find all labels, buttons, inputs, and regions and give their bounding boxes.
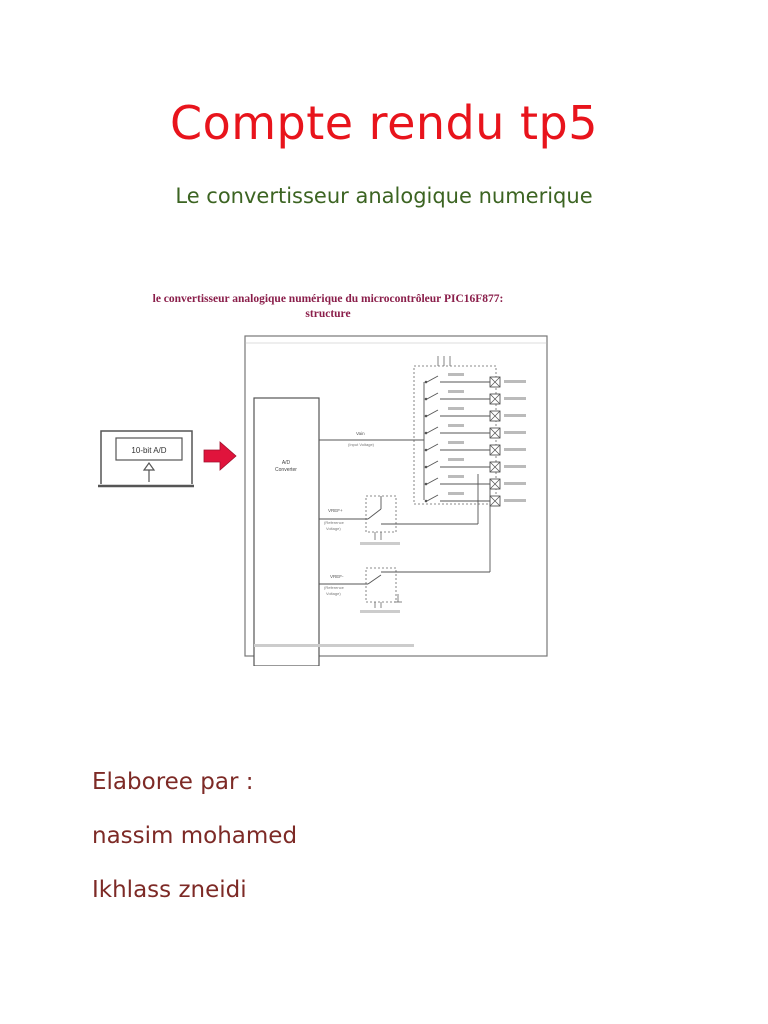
vref-plus-reference-1: (Reference	[324, 520, 344, 525]
switch-node	[425, 483, 428, 486]
channel-label-bar	[448, 390, 464, 393]
figure-caption-line-2: structure	[305, 308, 351, 320]
vref-plus-caption-bar	[360, 542, 400, 545]
switch-node	[425, 415, 428, 418]
vref-minus-label: VREF-	[330, 574, 344, 579]
pin-label-bar	[504, 499, 526, 502]
vref-plus-reference-2: Voltage)	[326, 526, 341, 531]
input-voltage-label: Vain	[356, 431, 365, 436]
figure-caption-line-1: le convertisseur analogique numérique du microcontrôleur PIC16F877:	[152, 293, 504, 305]
channel-label-bar	[448, 424, 464, 427]
vref-minus-reference-1: (Reference	[324, 585, 344, 590]
pin-label-bar	[504, 397, 526, 400]
vref-plus-label: VREF+	[328, 508, 343, 513]
converter-label-1: A/D	[281, 460, 291, 466]
input-voltage-sublabel: (Input Voltage)	[348, 442, 375, 447]
channel-label-bar	[448, 441, 464, 444]
ad-block-label: 10-bit A/D	[131, 446, 167, 455]
vref-minus-caption-bar	[360, 610, 400, 613]
channel-label-bar	[448, 475, 464, 478]
pin-label-bar	[504, 431, 526, 434]
up-arrow-icon	[144, 463, 154, 482]
switch-node	[425, 449, 428, 452]
channel-label-bar	[448, 458, 464, 461]
pin-label-bar	[504, 414, 526, 417]
figure-caption	[98, 292, 558, 322]
switch-node	[425, 500, 428, 503]
channel-label-bar	[448, 373, 464, 376]
pin-label-bar	[504, 448, 526, 451]
vref-minus-reference-2: Voltage)	[326, 591, 341, 596]
channel-label-bar	[448, 492, 464, 495]
red-arrow-icon	[204, 442, 236, 470]
switch-node	[425, 381, 428, 384]
figure-footnote-bar	[254, 644, 414, 647]
switch-node	[425, 466, 428, 469]
switch-node	[425, 398, 428, 401]
pin-label-bar	[504, 482, 526, 485]
converter-label-2: Converter	[275, 467, 297, 473]
author-2: Ikhlass zneidi	[92, 877, 247, 903]
document-title: Compte rendu tp5	[169, 96, 599, 150]
converter-block	[254, 398, 319, 666]
document-subtitle: Le convertisseur analogique numerique	[175, 184, 593, 208]
author-1: nassim mohamed	[92, 823, 298, 849]
adc-block-diagram-figure	[98, 288, 558, 666]
channel-label-bar	[448, 407, 464, 410]
credits-block	[92, 766, 297, 928]
switch-node	[425, 432, 428, 435]
pin-label-bar	[504, 465, 526, 468]
credits-heading: Elaboree par :	[92, 769, 254, 795]
pin-label-bar	[504, 380, 526, 383]
adc-diagram	[98, 288, 558, 666]
